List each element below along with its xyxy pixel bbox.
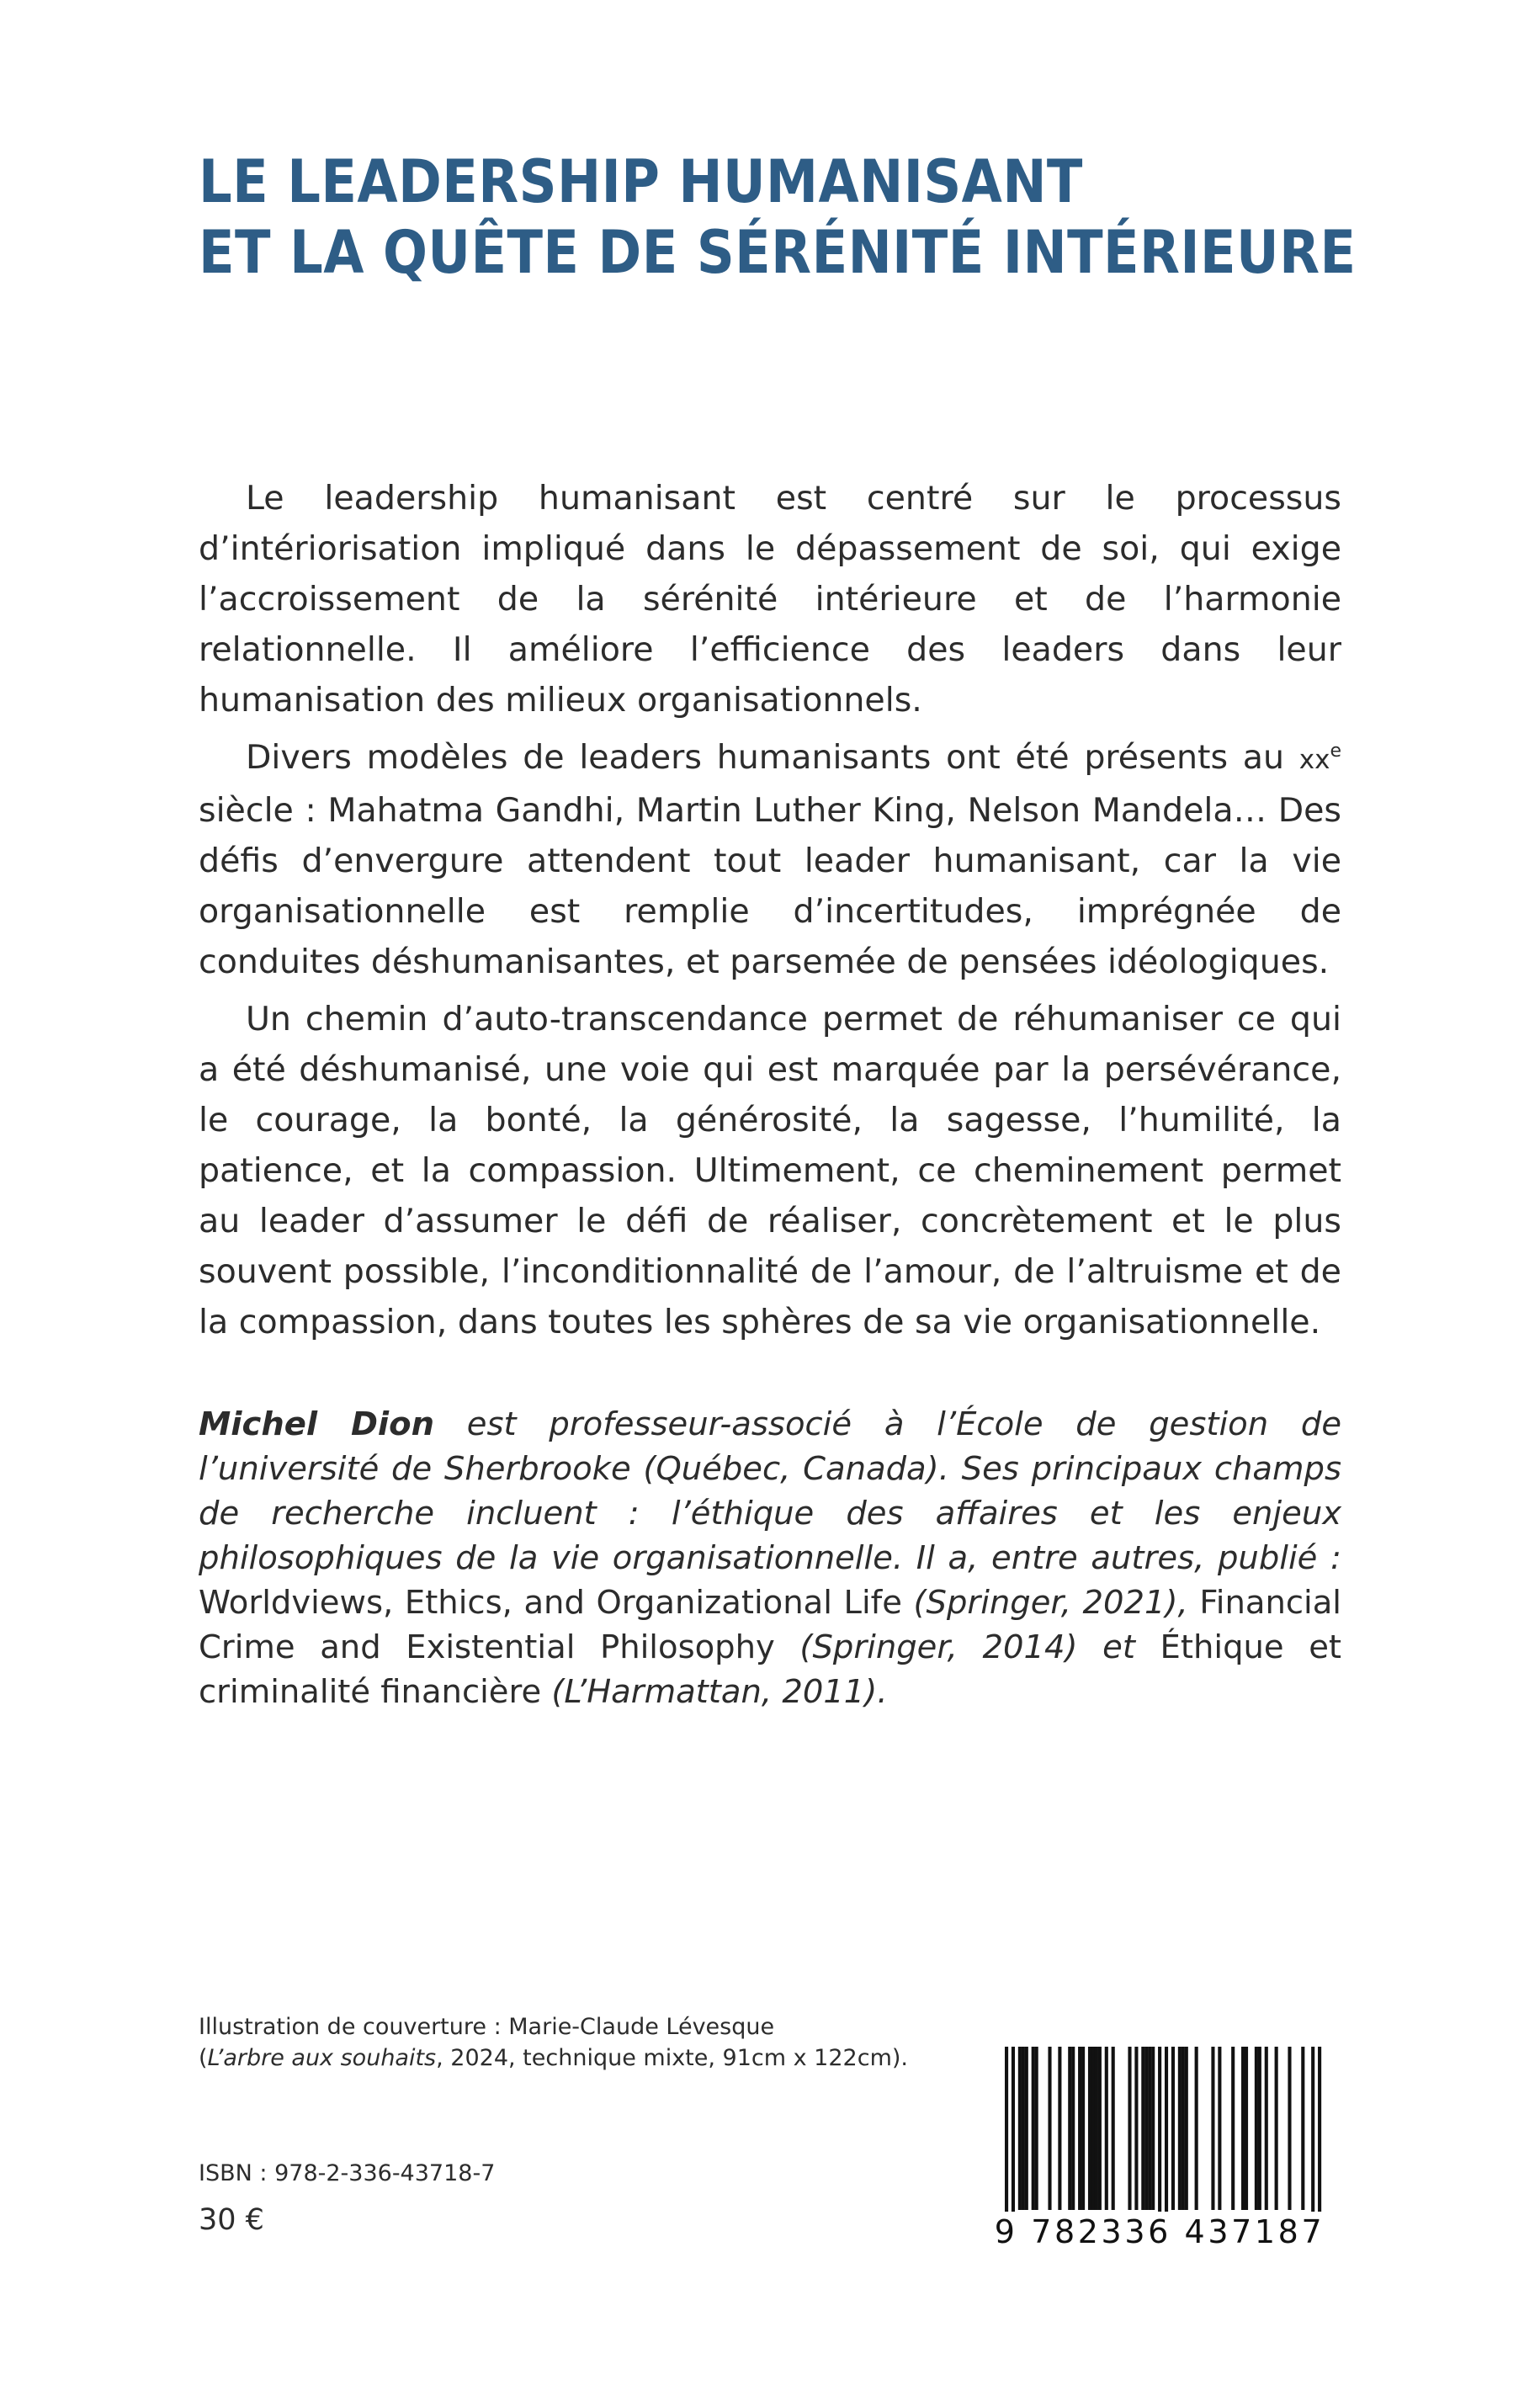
summary-paragraph-1: Le leadership humanisant est centré sur le processus d’intériorisation impliqué dans le dépassement de soi, qui exige l’accroissement de la sérénité intérieure et de l’harmonie relationnelle. Il améliore l’efficience des leaders dans leur humanisation des milieux organisationnels.: [199, 479, 1341, 720]
book-1-publisher: (Springer, 2021),: [901, 1584, 1200, 1622]
book-list-connector: et: [1102, 1628, 1160, 1666]
artwork-title: L’arbre aux souhaits: [207, 2045, 437, 2071]
artwork-details: , 2024, technique mixte, 91cm x 122cm).: [436, 2045, 908, 2071]
barcode-bar: [1081, 2047, 1085, 2210]
book-title: [199, 146, 1357, 288]
barcode-bar: [1218, 2047, 1221, 2210]
barcode-guard-bar: [1005, 2047, 1008, 2227]
barcode-bar: [1068, 2047, 1071, 2210]
book-3-publisher: (L’Harmattan, 2011).: [541, 1673, 888, 1711]
author-bio-text: est professeur-associé à l’École de gestion de l’université de Sherbrooke (Québec, Canada). Ses principaux champs de recherche incluent : l’éthique des affaires et les enjeux philosophiques de la vie organisationnelle. Il a, entre autres, publié :: [199, 1405, 1342, 1577]
barcode-bar: [1098, 2047, 1102, 2210]
barcode-bar: [1032, 2047, 1035, 2210]
barcode: [993, 2047, 1326, 2252]
credit-open-paren: (: [199, 2045, 208, 2071]
barcode-bar: [1112, 2047, 1115, 2210]
barcode-guard-bar: [1158, 2047, 1161, 2227]
title-line-2: ET LA QUÊTE DE SÉRÉNITÉ INTÉRIEURE: [199, 218, 1357, 287]
barcode-bar: [1178, 2047, 1182, 2210]
book-1-title: Worldviews, Ethics, and Organizational Life: [199, 1584, 902, 1622]
barcode-bar: [1195, 2047, 1198, 2210]
barcode-guard-bar: [1311, 2047, 1314, 2227]
barcode-bar: [1185, 2047, 1188, 2210]
barcode-guard-bar: [1012, 2047, 1015, 2227]
isbn: ISBN : 978-2-336-43718-7: [199, 2160, 496, 2186]
author-name: Michel Dion: [199, 1405, 434, 1443]
barcode-bar: [1255, 2047, 1258, 2210]
barcode-bar: [1144, 2047, 1148, 2210]
credit-line-1: Illustration de couverture : Marie-Claude Lévesque: [199, 2014, 775, 2040]
barcode-bar: [1088, 2047, 1091, 2210]
barcode-bar: [1141, 2047, 1144, 2210]
barcode-bar: [1245, 2047, 1248, 2210]
barcode-bar: [1241, 2047, 1245, 2210]
barcode-bar: [1048, 2047, 1051, 2210]
cover-illustration-credit: [199, 2011, 956, 2074]
barcode-bar: [1182, 2047, 1185, 2210]
summary-paragraph-3: Un chemin d’auto-transcendance permet de réhumaniser ce qui a été déshumanisé, une voie qui est marquée par la persévérance, le courage, la bonté, la générosité, la sagesse, l’humilité, la patience, et la compassion. Ultimement, ce cheminement permet au leader d’assumer le défi de réaliser, concrètement et le plus souvent possible, l’inconditionnalité de l’amour, de l’altruisme et de la compassion, dans toutes les sphères de sa vie organisationnelle.: [199, 1000, 1341, 1341]
barcode-bar: [1258, 2047, 1261, 2210]
title-line-1: LE LEADERSHIP HUMANISANT: [199, 147, 1083, 216]
barcode-bar: [1022, 2047, 1025, 2210]
barcode-guard-bar: [1318, 2047, 1321, 2227]
barcode-bar: [1265, 2047, 1268, 2210]
barcode-guard-bar: [1165, 2047, 1168, 2227]
summary-p2-end: siècle : Mahatma Gandhi, Martin Luther King, Nelson Mandela… Des défis d’envergure attendent tout leader humanisant, car la vie organisationnelle est remplie d’incertitudes, imprégnée de conduites déshumanisantes, et parsemée de pensées idéologiques.: [199, 791, 1341, 981]
barcode-bar: [1301, 2047, 1304, 2210]
barcode-bar: [1035, 2047, 1038, 2210]
author-bio: [199, 1402, 1341, 1714]
barcode-bar: [1025, 2047, 1028, 2210]
book-3-title: Éthique et criminalité financière: [199, 1628, 1341, 1711]
credit-line-2: [199, 2042, 956, 2074]
barcode-bar: [1171, 2047, 1175, 2210]
century-numeral: xx: [1298, 745, 1330, 775]
barcode-bar: [1275, 2047, 1278, 2210]
barcode-bar: [1058, 2047, 1061, 2210]
barcode-bar: [1231, 2047, 1235, 2210]
barcode-bar: [1128, 2047, 1131, 2210]
barcode-bar: [1151, 2047, 1155, 2210]
barcode-bar: [1288, 2047, 1291, 2210]
summary-paragraph-2: [199, 732, 1341, 987]
barcode-bar: [1071, 2047, 1075, 2210]
barcode-bar: [1134, 2047, 1138, 2210]
book-2-publisher: (Springer, 2014): [774, 1628, 1103, 1666]
barcode-bar: [1018, 2047, 1022, 2210]
book-summary: [199, 473, 1341, 1347]
book-2-title: Financial Crime and Existential Philosophy: [199, 1584, 1341, 1666]
barcode-bar: [1091, 2047, 1095, 2210]
barcode-bar: [1211, 2047, 1214, 2210]
barcode-bar: [1105, 2047, 1108, 2210]
summary-p2-start: Divers modèles de leaders humanisants ont été présents au: [246, 738, 1299, 777]
barcode-bar: [1095, 2047, 1098, 2210]
century-suffix: e: [1330, 740, 1341, 762]
barcode-bar: [1148, 2047, 1151, 2210]
price: 30 €: [199, 2203, 264, 2237]
barcode-bar: [1078, 2047, 1081, 2210]
barcode-digits: 9 782336 437187: [994, 2213, 1325, 2250]
